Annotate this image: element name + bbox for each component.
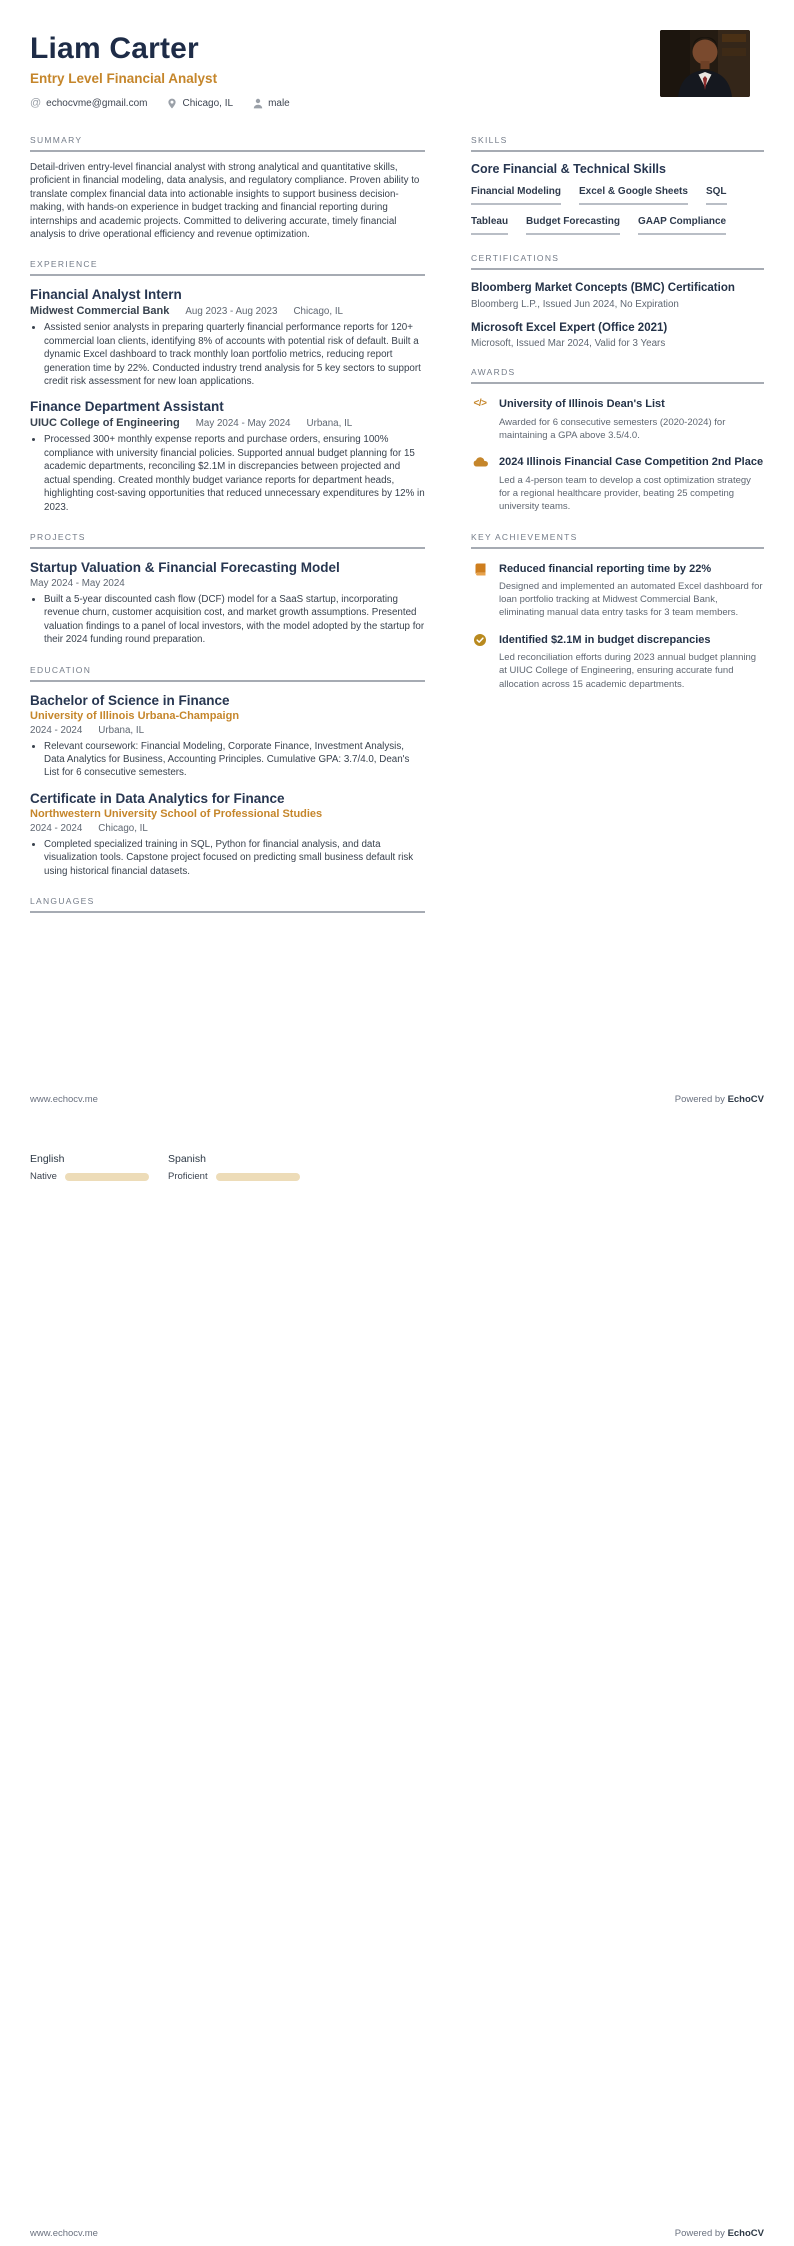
book-icon	[471, 562, 489, 620]
language-level: Native	[30, 1171, 57, 1182]
projects-section-label: PROJECTS	[30, 532, 425, 549]
language-proficiency-bar	[65, 1173, 149, 1181]
experience-item	[30, 399, 425, 513]
skill-chip: Tableau	[471, 216, 508, 235]
resume-header	[30, 26, 764, 109]
cloud-icon	[471, 455, 489, 513]
project-name: Startup Valuation & Financial Forecasting Model	[30, 559, 340, 575]
project-bullet: • Built a 5-year discounted cash flow (DCF) model for a SaaS startup, incorporating revenue churn, customer acquisition cost, and market growth assumptions. Presented valuation findings to a panel of local investors, with the model adopted by the startup for their 2024 funding round preparation.	[44, 593, 425, 647]
person-name: Liam Carter	[30, 32, 199, 65]
skills-group-title: Core Financial & Technical Skills	[471, 162, 666, 176]
contact-email-text: echocvme@gmail.com	[46, 97, 148, 109]
experience-bullet: • Assisted senior analysts in preparing quarterly financial performance reports for 120+ commercial loan clients, identifying 8% of accounts with potential risk of default. Built a dynamic Excel dashboard to track monthly loan portfolio metrics, reducing report generation time by 22%. Conducted industry trend analysis for 5 key sectors to support credit risk assessment for new loan applications.	[44, 321, 425, 388]
certification-item	[471, 321, 764, 350]
left-column	[30, 121, 425, 913]
experience-bullet: • Processed 300+ monthly expense reports and purchase orders, ensuring 100% compliance with university financial policies. Supported annual budget planning for 15 academic departments, reconciling $2.1M in discrepancies between projected and actual spending. Created monthly budget variance reports for department heads, highlighting cost-saving opportunities that reduced unnecessary expenditures by 12% in 2023.	[44, 433, 425, 513]
skill-chip: GAAP Compliance	[638, 216, 726, 235]
education-section-label: EDUCATION	[30, 665, 425, 682]
person-job-title: Entry Level Financial Analyst	[30, 71, 218, 86]
awards-section-label: AWARDS	[471, 367, 764, 384]
experience-location: Chicago, IL	[293, 306, 343, 318]
summary-text: Detail-driven entry-level financial analyst with strong analytical and quantitative skills, proficient in financial modeling, data analysis, and regulatory compliance. Proven ability to translate complex financial data into actionable insights to support business decision-making, with hands-on experience in budget tracking and financial reporting during internships and academic projects. Committed to delivering accurate, timely financial analysis to drive operational efficiency and revenue optimization.	[30, 162, 420, 241]
education-school: Northwestern University School of Professional Studies	[30, 807, 323, 820]
education-bullet: • Relevant coursework: Financial Modeling, Corporate Finance, Investment Analysis, Data Analytics for Business, Accounting Principles. Cumulative GPA: 3.7/4.0, Dean's List for 6 consecutive semesters.	[44, 740, 425, 780]
languages-section-label: LANGUAGES	[30, 896, 425, 913]
certification-item	[471, 281, 764, 310]
achievement-description: Led reconciliation efforts during 2023 annual budget planning at UIUC College of Engineering, ensuring accurate fund allocation across 15 academic departments.	[499, 652, 757, 690]
contact-location-text: Chicago, IL	[182, 97, 234, 109]
skills-section-label: SKILLS	[471, 135, 764, 152]
contact-gender	[253, 98, 290, 109]
award-description: Led a 4-person team to develop a cost optimization strategy for a regional healthcare provider, beating 25 competing university teams.	[499, 474, 751, 513]
achievement-item	[471, 562, 764, 620]
education-bullets	[30, 740, 425, 780]
achievement-title: Identified $2.1M in budget discrepancies	[499, 633, 711, 646]
education-degree: Bachelor of Science in Finance	[30, 692, 230, 708]
education-degree: Certificate in Data Analytics for Finance	[30, 790, 285, 806]
certification-detail: Bloomberg L.P., Issued Jun 2024, No Expiration	[471, 298, 679, 310]
code-icon: </>	[473, 398, 487, 410]
education-item	[30, 791, 425, 878]
award-title: 2024 Illinois Financial Case Competition 2nd Place	[499, 456, 764, 469]
footer-brand: EchoCV	[727, 2228, 764, 2239]
person-icon	[253, 98, 263, 109]
skill-chip: Excel & Google Sheets	[579, 186, 688, 205]
contact-email	[30, 97, 147, 109]
experience-bullets	[30, 433, 425, 513]
experience-location: Urbana, IL	[306, 418, 353, 430]
check-circle-icon	[471, 633, 489, 691]
page2-footer	[30, 2228, 764, 2239]
language-proficiency-bar	[216, 1173, 300, 1181]
experience-role: Financial Analyst Intern	[30, 287, 182, 303]
award-item	[471, 397, 764, 442]
project-item	[30, 560, 425, 647]
header-identity	[30, 26, 290, 109]
resume-page	[0, 0, 794, 913]
achievement-item	[471, 633, 764, 691]
experience-section-label: EXPERIENCE	[30, 259, 425, 276]
education-location: Chicago, IL	[98, 822, 148, 834]
education-dates: 2024 - 2024	[30, 724, 83, 736]
achievement-description: Designed and implemented an automated Excel dashboard for loan portfolio tracking at Midwest Commercial Bank, eliminating manual data entry tasks for 3 team members.	[499, 580, 763, 619]
skill-chip: SQL	[706, 186, 727, 205]
experience-company: Midwest Commercial Bank	[30, 305, 170, 318]
footer-powered-by[interactable]	[675, 1094, 764, 1105]
award-item	[471, 455, 764, 513]
footer-powered-prefix: Powered by	[674, 1094, 728, 1105]
experience-company: UIUC College of Engineering	[30, 417, 180, 430]
right-column	[471, 121, 764, 913]
skill-chip: Budget Forecasting	[526, 216, 620, 235]
education-bullet: • Completed specialized training in SQL, Python for financial analysis, and data visualization tools. Capstone project focused on predicting small business default risk using historical financial datasets.	[44, 838, 425, 878]
location-pin-icon	[167, 98, 177, 109]
page1-footer	[30, 1094, 764, 1105]
certification-title: Bloomberg Market Concepts (BMC) Certification	[471, 282, 735, 294]
experience-dates: Aug 2023 - Aug 2023	[185, 306, 278, 318]
education-dates: 2024 - 2024	[30, 822, 83, 834]
award-title: University of Illinois Dean's List	[499, 398, 665, 411]
skill-chip: Financial Modeling	[471, 186, 561, 205]
contact-location	[167, 98, 233, 109]
project-dates: May 2024 - May 2024	[30, 577, 125, 589]
certification-detail: Microsoft, Issued Mar 2024, Valid for 3 Years	[471, 338, 666, 350]
language-item	[168, 1153, 306, 1182]
language-name: Spanish	[168, 1153, 206, 1165]
contact-gender-text: male	[268, 97, 290, 109]
languages-block	[30, 1153, 306, 1182]
education-item	[30, 693, 425, 780]
achievement-title: Reduced financial reporting time by 22%	[499, 562, 712, 575]
footer-powered-by[interactable]	[675, 2228, 764, 2239]
profile-photo-placeholder	[660, 30, 750, 97]
footer-site-link[interactable]: www.echocv.me	[30, 2228, 98, 2239]
experience-role: Finance Department Assistant	[30, 399, 224, 415]
certification-title: Microsoft Excel Expert (Office 2021)	[471, 321, 668, 334]
summary-section-label: SUMMARY	[30, 135, 425, 152]
email-at-icon: @	[30, 97, 42, 109]
experience-item	[30, 287, 425, 388]
experience-bullets	[30, 321, 425, 388]
footer-powered-prefix: Powered by	[674, 2228, 728, 2239]
footer-brand: EchoCV	[727, 1094, 764, 1105]
education-location: Urbana, IL	[98, 724, 145, 736]
education-bullets	[30, 838, 425, 878]
profile-photo	[660, 30, 750, 97]
award-description: Awarded for 6 consecutive semesters (2020-2024) for maintaining a GPA above 3.5/4.0.	[499, 416, 726, 442]
language-name: English	[30, 1153, 65, 1165]
experience-dates: May 2024 - May 2024	[195, 418, 291, 430]
language-level: Proficient	[168, 1171, 208, 1182]
skills-list	[471, 186, 764, 235]
education-school: University of Illinois Urbana-Champaign	[30, 709, 240, 722]
language-item	[30, 1153, 168, 1182]
project-bullets	[30, 593, 425, 647]
footer-site-link[interactable]: www.echocv.me	[30, 1094, 98, 1105]
certifications-section-label: CERTIFICATIONS	[471, 253, 764, 270]
key-achievements-section-label: KEY ACHIEVEMENTS	[471, 532, 764, 549]
contact-row	[30, 97, 290, 109]
